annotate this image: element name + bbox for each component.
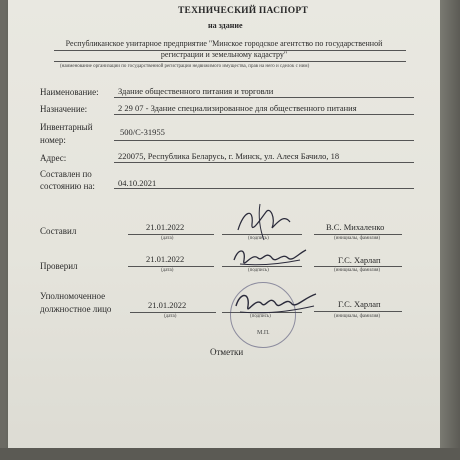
address-underline — [114, 162, 414, 163]
compiled-date-caption: (дата) — [161, 236, 174, 241]
checked-date-line — [128, 266, 214, 267]
authorized-name-line — [314, 311, 402, 312]
stamp-text: М.П. — [257, 330, 270, 336]
address-label: Адрес: — [40, 153, 67, 163]
org-underline-1 — [54, 50, 406, 51]
compiled-date: 21.01.2022 — [146, 222, 185, 232]
name-underline — [114, 97, 414, 98]
state-value: 04.10.2021 — [118, 178, 157, 188]
purpose-label: Назначение: — [40, 104, 88, 114]
background-edge — [440, 0, 460, 460]
marks-label: Отметки — [210, 347, 244, 357]
inventory-label-2: номер: — [40, 135, 66, 145]
compiled-date-line — [128, 234, 214, 235]
name-value: Здание общественного питания и торговли — [118, 86, 274, 96]
compiled-signature-caption: (подпись) — [248, 236, 269, 241]
checked-signature-icon — [230, 242, 310, 272]
organization-name: Республиканское унитарное предприятие "Минское городское агентство по государственной регистрации и земельному кадастру" — [65, 39, 383, 59]
checked-name: Г.С. Харлап — [338, 255, 381, 265]
document-page — [8, 0, 440, 460]
document-title: ТЕХНИЧЕСКИЙ ПАСПОРТ — [178, 6, 308, 16]
address-value: 220075, Республика Беларусь, г. Минск, ул. Алеся Бачило, 18 — [118, 151, 340, 161]
checked-label: Проверил — [40, 261, 78, 271]
state-underline — [114, 188, 414, 189]
checked-signature-caption: (подпись) — [248, 268, 269, 273]
compiled-name: В.С. Михаленко — [326, 222, 385, 232]
authorized-name: Г.С. Харлап — [338, 299, 381, 309]
purpose-value: 2 29 07 - Здание специализированное для общественного питания — [118, 103, 357, 113]
inventory-value: 500/С-31955 — [120, 127, 165, 137]
compiled-name-caption: (инициалы, фамилия) — [334, 236, 381, 241]
inventory-label-1: Инвентарный — [40, 122, 93, 132]
checked-name-caption: (инициалы, фамилия) — [334, 268, 381, 273]
authorized-signature-caption: (подпись) — [250, 314, 271, 319]
background-bottom — [0, 448, 460, 460]
compiled-name-line — [314, 234, 402, 235]
inventory-underline — [114, 140, 414, 141]
authorized-date: 21.01.2022 — [148, 300, 187, 310]
name-label: Наименование: — [40, 87, 99, 97]
org-underline-2 — [54, 61, 406, 62]
compiled-label: Составил — [40, 226, 77, 236]
state-label-1: Составлен по — [40, 169, 92, 179]
state-label-2: состоянию на: — [40, 181, 95, 191]
purpose-underline — [114, 114, 414, 115]
authorized-label-1: Уполномоченное — [40, 291, 106, 301]
checked-date-caption: (дата) — [161, 268, 174, 273]
compiled-signature-icon — [230, 200, 300, 242]
checked-date: 21.01.2022 — [146, 254, 185, 264]
document-subtitle: на здание — [208, 21, 243, 30]
authorized-signature-icon — [232, 286, 322, 320]
checked-name-line — [314, 266, 402, 267]
authorized-date-caption: (дата) — [164, 314, 177, 319]
organization-caption: (наименование организации по государственной регистрации недвижимого имущества, прав на него и сделок с ним) — [60, 64, 310, 69]
authorized-date-line — [130, 312, 216, 313]
authorized-label-2: должностное лицо — [40, 304, 112, 314]
authorized-name-caption: (инициалы, фамилия) — [334, 314, 381, 319]
